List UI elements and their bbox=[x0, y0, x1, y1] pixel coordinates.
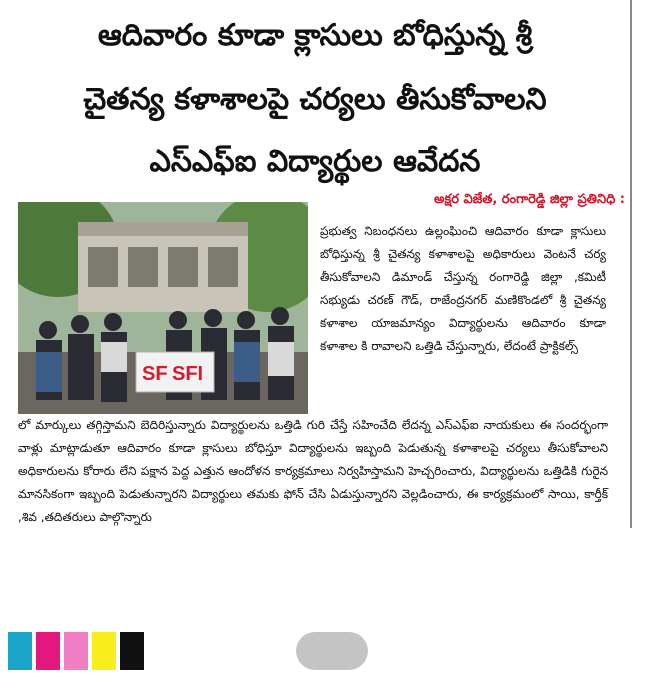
column-divider bbox=[630, 0, 632, 528]
banner-text-left: SF bbox=[142, 363, 168, 385]
swatch-magenta bbox=[36, 632, 60, 670]
color-registration-bar bbox=[8, 632, 144, 670]
headline-line-3: ఎస్ఎఫ్ఐ విద్యార్థుల ఆవేదన bbox=[149, 144, 481, 179]
swatch-cyan bbox=[8, 632, 32, 670]
protest-photo bbox=[18, 202, 308, 414]
swatch-pink bbox=[64, 632, 88, 670]
headline-line-2: చైతన్య కళాశాలపై చర్యలు తీసుకోవాలని bbox=[83, 82, 547, 117]
headline-line-1: ఆదివారం కూడా క్లాసులు బోధిస్తున్న శ్రీ bbox=[97, 18, 533, 53]
article-paragraph-full: లో మార్కులు తగ్గిస్తామని బెదిరిస్తున్నారు విద్యార్థులను ఒత్తిడి గురి చేస్తే సహించేది లేదన్న ఎస్ఎఫ్ఐ నాయకులు ఈ సందర్భంగా వాళ్లు మాట్లాడుతూ ఆదివారం కూడా క్లాసులు బోధిస్తూ విద్యార్థులను ఇబ్బంది పెడుతున్న కళాశాలపై చర్యలు తీసుకోవాలని అధికారులను కోరారు లేని పక్షాన పెద్ద ఎత్తున ఆందోళన కార్యక్రమాలు నిర్వహిస్తామని హెచ్చరించారు, విద్యార్థులను ఒత్తిడికి గురైన మానసికంగా ఇబ్బంది పెడుతున్నారని విద్యార్థులు తమకు ఫోన్ చేసి ఏడుస్తున్నారని వెల్లడించారు, ఈ కార్యక్రమంలో సాయి, కార్తీక్ ,శివ ,తదితరులు పాల్గొన్నారు bbox=[18, 418, 608, 524]
swatch-black bbox=[120, 632, 144, 670]
swatch-yellow bbox=[92, 632, 116, 670]
page-scroll-handle[interactable] bbox=[296, 632, 368, 670]
article-column-text bbox=[320, 220, 606, 358]
article-full-text bbox=[18, 414, 608, 529]
article-paragraph-column: ప్రభుత్వ నిబంధనలు ఉల్లంఘించి ఆదివారం కూడా క్లాసులు బోధిస్తున్న శ్రీ చైతన్య కళాశాలపై అధికారులు వెంటనే చర్య తీసుకోవాలని డిమాండ్ చేస్తున్న రంగారెడ్డి జిల్లా ,కమిటీ సభ్యుడు చరణ్ గౌడ్, రాజేంద్రనగర్ మణికొండలో శ్రీ చైతన్య కళాశాల యాజమాన్యం విద్యార్థులను ఆదివారం కూడా కళాశాల కి రావాలని ఒత్తిడి చేస్తున్నారు, లేదంటే ప్రాక్టికల్స్ bbox=[320, 224, 606, 353]
byline: అక్షర విజేత, రంగారెడ్డి జిల్లా ప్రతినిధి : bbox=[434, 192, 625, 207]
banner-text-right: SFI bbox=[172, 363, 204, 385]
